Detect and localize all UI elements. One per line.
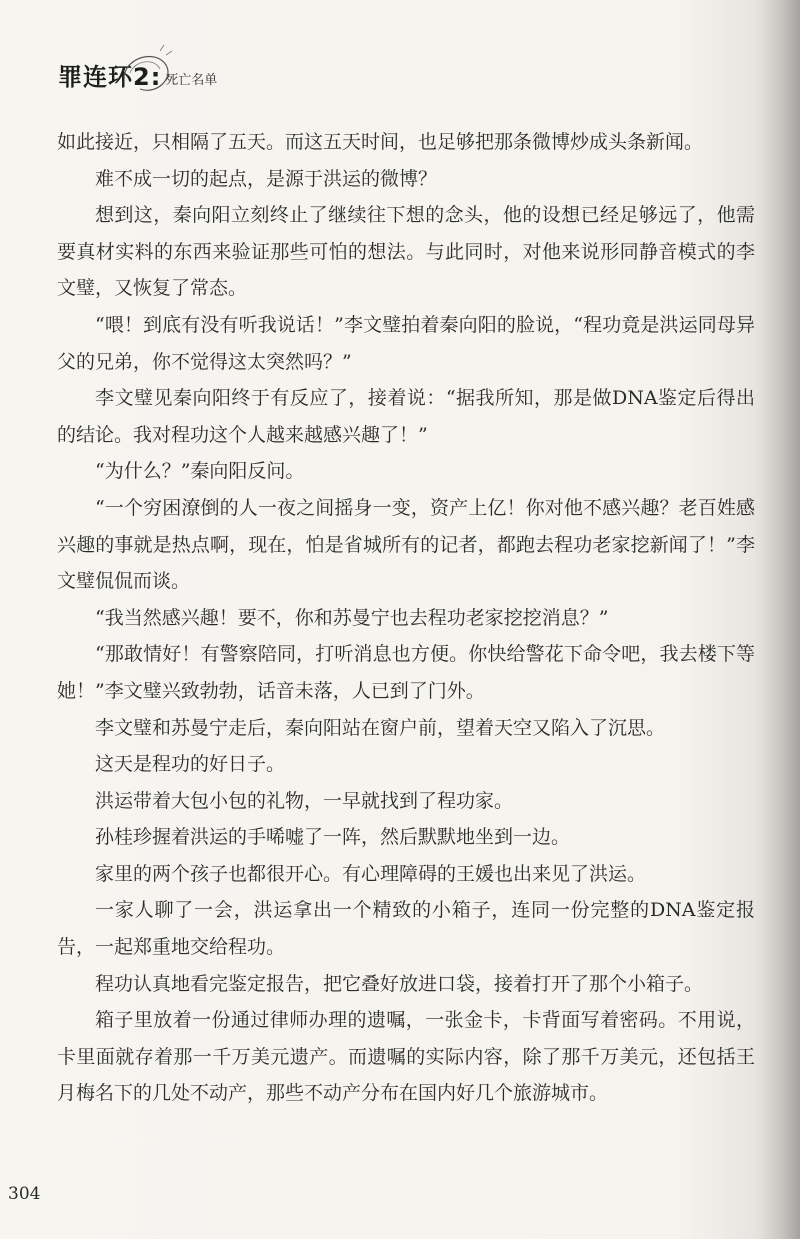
paragraph: 难不成一切的起点，是源于洪运的微博？ [95,167,438,190]
paragraph: 孙桂珍握着洪运的手唏嘘了一阵，然后默默地坐到一边。 [95,826,571,849]
running-header [58,52,217,92]
paragraph: 如此接近，只相隔了五天。而这五天时间，也足够把那条微博炒成头条新闻。 [57,131,704,153]
page-gutter-shadow [760,0,800,1239]
book-subtitle: 死亡名单 [165,73,218,88]
paragraph: 程功认真地看完鉴定报告，把它叠好放进口袋，接着打开了那个小箱子。 [95,972,704,995]
paragraph: 这天是程功的好日子。 [95,753,286,776]
series-title: 罪连环2: [58,63,162,91]
paragraph: 箱子里放着一份通过律师办理的遗嘱，一张金卡，卡背面写着密码。不用说，卡里面就存着那一千万美元遗产。而遗嘱的实际内容，除了那千万美元，还包括王月梅名下的几处不动产，那些不动产分布在国内好几个旅游城市。 [57,1009,755,1105]
paragraph: “那敢情好！有警察陪同，打听消息也方便。你快给警花下命令吧，我去楼下等她！”李文璧兴致勃勃，话音未落，人已到了门外。 [57,643,755,702]
paragraph: 想到这，秦向阳立刻终止了继续往下想的念头，他的设想已经足够远了，他需要真材实料的东西来验证那些可怕的想法。与此同时，对他来说形同静音模式的李文璧，又恢复了常态。 [57,204,755,300]
paragraph: “我当然感兴趣！要不，你和苏曼宁也去程功老家挖挖消息？” [95,606,609,629]
body-text [57,124,755,1112]
paragraph: 一家人聊了一会，洪运拿出一个精致的小箱子，连同一份完整的DNA鉴定报告，一起郑重地交给程功。 [57,899,755,959]
paragraph: 家里的两个孩子也都很开心。有心理障碍的王媛也出来见了洪运。 [95,862,647,885]
paragraph: 李文璧和苏曼宁走后，秦向阳站在窗户前，望着天空又陷入了沉思。 [95,716,666,739]
paragraph: 李文璧见秦向阳终于有反应了，接着说：“据我所知，那是做DNA鉴定后得出的结论。我对程功这个人越来越感兴趣了！” [57,387,755,446]
paragraph: “一个穷困潦倒的人一夜之间摇身一变，资产上亿！你对他不感兴趣？老百姓感兴趣的事就是热点啊，现在，怕是省城所有的记者，都跑去程功老家挖新闻了！”李文璧侃侃而谈。 [57,496,755,593]
paragraph: “为什么？”秦向阳反问。 [95,460,305,483]
page-number: 304 [8,1184,41,1204]
paragraph: 洪运带着大包小包的礼物，一早就找到了程功家。 [95,789,514,812]
swirl-ornament-icon [116,43,176,103]
series-logo [58,57,161,92]
paragraph: “喂！到底有没有听我说话！”李文璧拍着秦向阳的脸说，“程功竟是洪运同母异父的兄弟，你不觉得这太突然吗？” [57,313,755,373]
